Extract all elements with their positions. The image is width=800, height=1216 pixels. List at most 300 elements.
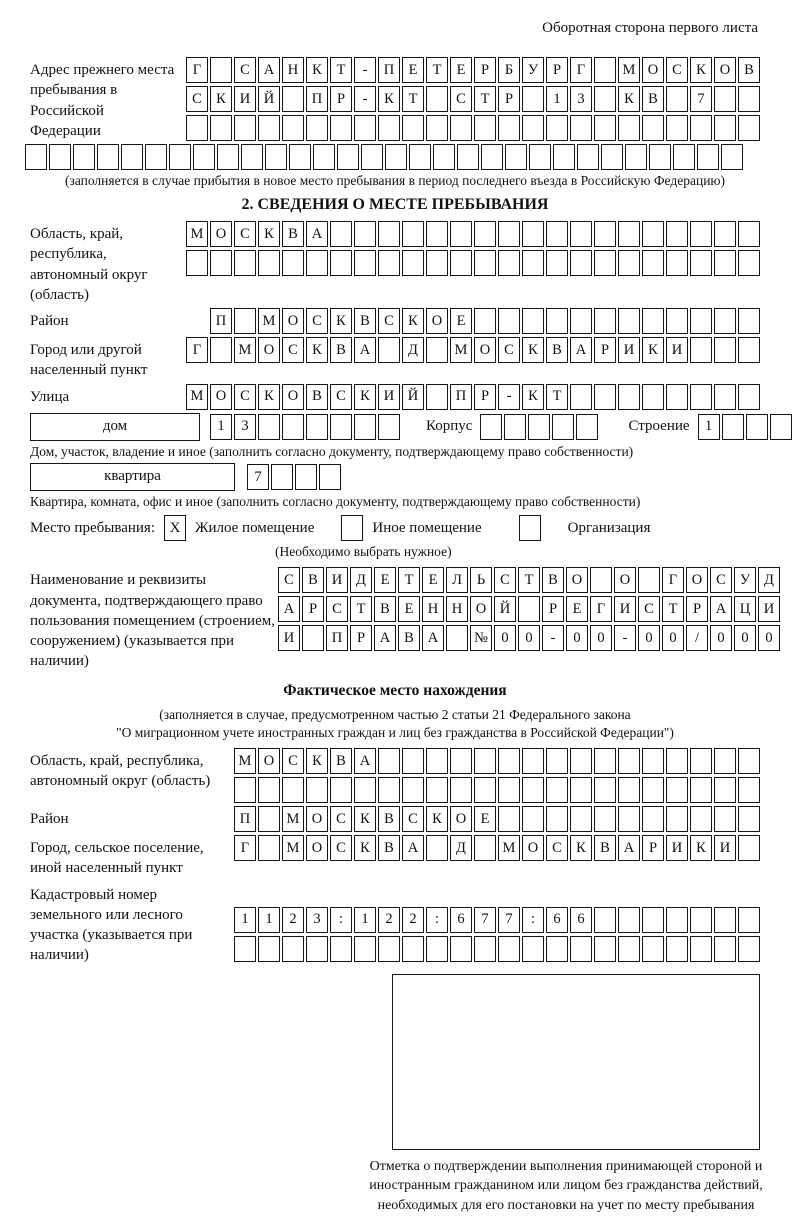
char-cell[interactable]: С xyxy=(330,835,352,861)
char-cell[interactable] xyxy=(234,115,256,141)
char-cell[interactable]: К xyxy=(522,337,544,363)
char-cell[interactable] xyxy=(594,806,616,832)
char-cell[interactable]: И xyxy=(666,835,688,861)
char-cell[interactable]: Г xyxy=(590,596,612,622)
char-cell[interactable]: Р xyxy=(542,596,564,622)
char-cell[interactable]: Е xyxy=(398,596,420,622)
char-cell[interactable] xyxy=(282,777,304,803)
char-cell[interactable] xyxy=(673,144,695,170)
char-cell[interactable]: П xyxy=(234,806,256,832)
char-cell[interactable] xyxy=(690,748,712,774)
char-cell[interactable]: 0 xyxy=(710,625,732,651)
char-cell[interactable]: 2 xyxy=(378,907,400,933)
char-cell[interactable]: Т xyxy=(518,567,540,593)
char-cell[interactable] xyxy=(450,250,472,276)
char-cell[interactable]: Й xyxy=(402,384,424,410)
char-cell[interactable] xyxy=(378,748,400,774)
char-cell[interactable] xyxy=(522,250,544,276)
char-cell[interactable]: 0 xyxy=(734,625,756,651)
char-cell[interactable]: К xyxy=(330,308,352,334)
char-cell[interactable] xyxy=(649,144,671,170)
char-cell[interactable] xyxy=(546,115,568,141)
char-cell[interactable]: П xyxy=(450,384,472,410)
char-cell[interactable]: 1 xyxy=(258,907,280,933)
char-cell[interactable]: - xyxy=(498,384,520,410)
char-cell[interactable] xyxy=(193,144,215,170)
char-cell[interactable] xyxy=(738,384,760,410)
char-cell[interactable] xyxy=(402,748,424,774)
char-cell[interactable] xyxy=(666,86,688,112)
char-cell[interactable] xyxy=(354,115,376,141)
char-cell[interactable] xyxy=(546,777,568,803)
char-cell[interactable]: И xyxy=(758,596,780,622)
char-cell[interactable] xyxy=(546,221,568,247)
char-cell[interactable]: К xyxy=(690,57,712,83)
char-cell[interactable] xyxy=(498,748,520,774)
char-cell[interactable] xyxy=(241,144,263,170)
char-cell[interactable]: П xyxy=(210,308,232,334)
char-cell[interactable]: Е xyxy=(422,567,444,593)
char-cell[interactable]: Р xyxy=(302,596,324,622)
char-cell[interactable] xyxy=(690,221,712,247)
char-cell[interactable]: К xyxy=(258,221,280,247)
char-cell[interactable] xyxy=(474,936,496,962)
char-cell[interactable] xyxy=(330,221,352,247)
char-cell[interactable] xyxy=(714,250,736,276)
char-cell[interactable]: / xyxy=(686,625,708,651)
char-cell[interactable] xyxy=(594,86,616,112)
char-cell[interactable]: С xyxy=(450,86,472,112)
char-cell[interactable]: Е xyxy=(450,308,472,334)
char-cell[interactable] xyxy=(570,748,592,774)
char-cell[interactable] xyxy=(738,250,760,276)
char-cell[interactable]: : xyxy=(522,907,544,933)
char-cell[interactable] xyxy=(282,250,304,276)
char-cell[interactable] xyxy=(289,144,311,170)
char-cell[interactable]: 7 xyxy=(247,464,269,490)
char-cell[interactable]: С xyxy=(402,806,424,832)
char-cell[interactable]: Й xyxy=(258,86,280,112)
char-cell[interactable] xyxy=(450,221,472,247)
char-cell[interactable] xyxy=(642,907,664,933)
char-cell[interactable]: О xyxy=(642,57,664,83)
char-cell[interactable]: Ц xyxy=(734,596,756,622)
char-cell[interactable]: Н xyxy=(446,596,468,622)
char-cell[interactable]: М xyxy=(450,337,472,363)
char-cell[interactable] xyxy=(618,250,640,276)
char-cell[interactable]: М xyxy=(258,308,280,334)
char-cell[interactable]: О xyxy=(450,806,472,832)
char-cell[interactable] xyxy=(282,115,304,141)
char-cell[interactable] xyxy=(690,806,712,832)
char-cell[interactable]: 6 xyxy=(570,907,592,933)
char-cell[interactable]: Р xyxy=(474,384,496,410)
char-cell[interactable] xyxy=(402,221,424,247)
char-cell[interactable] xyxy=(553,144,575,170)
char-cell[interactable] xyxy=(474,777,496,803)
char-cell[interactable] xyxy=(618,308,640,334)
char-cell[interactable]: С xyxy=(378,308,400,334)
char-cell[interactable]: Р xyxy=(498,86,520,112)
char-cell[interactable]: Т xyxy=(426,57,448,83)
char-cell[interactable]: А xyxy=(354,337,376,363)
char-cell[interactable]: - xyxy=(542,625,564,651)
char-cell[interactable] xyxy=(738,115,760,141)
char-cell[interactable]: Д xyxy=(450,835,472,861)
char-cell[interactable] xyxy=(642,777,664,803)
char-cell[interactable] xyxy=(570,936,592,962)
char-cell[interactable] xyxy=(522,86,544,112)
char-cell[interactable] xyxy=(642,384,664,410)
char-cell[interactable]: 0 xyxy=(758,625,780,651)
char-cell[interactable] xyxy=(590,567,612,593)
char-cell[interactable]: Е xyxy=(474,806,496,832)
char-cell[interactable] xyxy=(594,221,616,247)
char-cell[interactable]: К xyxy=(354,384,376,410)
char-cell[interactable]: И xyxy=(378,384,400,410)
char-cell[interactable] xyxy=(666,308,688,334)
char-cell[interactable]: О xyxy=(306,835,328,861)
char-cell[interactable]: Р xyxy=(330,86,352,112)
char-cell[interactable]: А xyxy=(618,835,640,861)
char-cell[interactable] xyxy=(426,115,448,141)
char-cell[interactable]: В xyxy=(738,57,760,83)
char-cell[interactable] xyxy=(385,144,407,170)
char-cell[interactable]: И xyxy=(278,625,300,651)
char-cell[interactable] xyxy=(690,337,712,363)
char-cell[interactable] xyxy=(546,308,568,334)
char-cell[interactable]: О xyxy=(566,567,588,593)
char-cell[interactable] xyxy=(690,777,712,803)
char-cell[interactable] xyxy=(666,806,688,832)
char-cell[interactable] xyxy=(522,777,544,803)
char-cell[interactable]: А xyxy=(354,748,376,774)
char-cell[interactable] xyxy=(302,625,324,651)
char-cell[interactable]: Р xyxy=(642,835,664,861)
char-cell[interactable]: О xyxy=(714,57,736,83)
char-cell[interactable]: С xyxy=(638,596,660,622)
char-cell[interactable]: С xyxy=(498,337,520,363)
char-cell[interactable] xyxy=(594,384,616,410)
char-cell[interactable] xyxy=(378,936,400,962)
char-cell[interactable] xyxy=(354,250,376,276)
char-cell[interactable] xyxy=(690,384,712,410)
char-cell[interactable]: С xyxy=(494,567,516,593)
char-cell[interactable] xyxy=(546,250,568,276)
char-cell[interactable] xyxy=(426,86,448,112)
char-cell[interactable]: О xyxy=(282,384,304,410)
char-cell[interactable] xyxy=(330,250,352,276)
char-cell[interactable]: Н xyxy=(282,57,304,83)
char-cell[interactable]: И xyxy=(326,567,348,593)
char-cell[interactable]: Т xyxy=(402,86,424,112)
char-cell[interactable]: Т xyxy=(546,384,568,410)
char-cell[interactable] xyxy=(354,936,376,962)
char-cell[interactable]: Ь xyxy=(470,567,492,593)
char-cell[interactable] xyxy=(354,414,376,440)
char-cell[interactable]: 0 xyxy=(566,625,588,651)
char-cell[interactable] xyxy=(25,144,47,170)
char-cell[interactable]: К xyxy=(354,835,376,861)
char-cell[interactable]: 2 xyxy=(282,907,304,933)
char-cell[interactable]: В xyxy=(642,86,664,112)
char-cell[interactable]: К xyxy=(426,806,448,832)
char-cell[interactable] xyxy=(570,250,592,276)
char-cell[interactable] xyxy=(378,250,400,276)
char-cell[interactable]: К xyxy=(210,86,232,112)
char-cell[interactable]: О xyxy=(426,308,448,334)
char-cell[interactable]: Т xyxy=(350,596,372,622)
char-cell[interactable]: Б xyxy=(498,57,520,83)
char-cell[interactable] xyxy=(258,777,280,803)
char-cell[interactable]: У xyxy=(522,57,544,83)
char-cell[interactable] xyxy=(402,777,424,803)
char-cell[interactable] xyxy=(642,115,664,141)
char-cell[interactable] xyxy=(522,308,544,334)
char-cell[interactable] xyxy=(618,748,640,774)
char-cell[interactable]: Р xyxy=(686,596,708,622)
char-cell[interactable] xyxy=(121,144,143,170)
char-cell[interactable] xyxy=(722,414,744,440)
char-cell[interactable]: П xyxy=(326,625,348,651)
char-cell[interactable] xyxy=(378,115,400,141)
checkbox-inoe[interactable] xyxy=(341,515,363,541)
char-cell[interactable] xyxy=(528,414,550,440)
checkbox-zhiloe[interactable]: X xyxy=(164,515,186,541)
char-cell[interactable]: И xyxy=(714,835,736,861)
char-cell[interactable] xyxy=(234,777,256,803)
char-cell[interactable] xyxy=(666,221,688,247)
char-cell[interactable] xyxy=(714,806,736,832)
char-cell[interactable] xyxy=(378,221,400,247)
char-cell[interactable] xyxy=(258,250,280,276)
char-cell[interactable] xyxy=(714,221,736,247)
char-cell[interactable] xyxy=(234,308,256,334)
char-cell[interactable] xyxy=(594,777,616,803)
char-cell[interactable]: О xyxy=(258,748,280,774)
char-cell[interactable] xyxy=(474,115,496,141)
char-cell[interactable] xyxy=(73,144,95,170)
char-cell[interactable] xyxy=(498,308,520,334)
char-cell[interactable]: К xyxy=(306,57,328,83)
char-cell[interactable]: Г xyxy=(186,57,208,83)
char-cell[interactable] xyxy=(450,936,472,962)
char-cell[interactable] xyxy=(426,337,448,363)
char-cell[interactable] xyxy=(330,777,352,803)
char-cell[interactable] xyxy=(480,414,502,440)
char-cell[interactable] xyxy=(738,777,760,803)
char-cell[interactable] xyxy=(426,936,448,962)
char-cell[interactable] xyxy=(738,748,760,774)
char-cell[interactable] xyxy=(330,115,352,141)
char-cell[interactable]: И xyxy=(666,337,688,363)
char-cell[interactable]: 6 xyxy=(450,907,472,933)
char-cell[interactable] xyxy=(265,144,287,170)
char-cell[interactable]: К xyxy=(258,384,280,410)
char-cell[interactable] xyxy=(426,250,448,276)
char-cell[interactable]: О xyxy=(210,384,232,410)
char-cell[interactable]: В xyxy=(330,337,352,363)
char-cell[interactable]: В xyxy=(542,567,564,593)
char-cell[interactable] xyxy=(258,835,280,861)
char-cell[interactable]: Е xyxy=(402,57,424,83)
char-cell[interactable] xyxy=(271,464,293,490)
char-cell[interactable]: Т xyxy=(398,567,420,593)
char-cell[interactable]: С xyxy=(234,221,256,247)
char-cell[interactable]: О xyxy=(210,221,232,247)
char-cell[interactable]: - xyxy=(354,57,376,83)
char-cell[interactable] xyxy=(258,115,280,141)
char-cell[interactable] xyxy=(378,777,400,803)
char-cell[interactable] xyxy=(450,748,472,774)
char-cell[interactable]: В xyxy=(546,337,568,363)
char-cell[interactable]: 1 xyxy=(354,907,376,933)
char-cell[interactable] xyxy=(330,936,352,962)
char-cell[interactable] xyxy=(522,806,544,832)
char-cell[interactable] xyxy=(210,337,232,363)
char-cell[interactable]: Д xyxy=(350,567,372,593)
char-cell[interactable] xyxy=(666,907,688,933)
char-cell[interactable]: С xyxy=(234,384,256,410)
char-cell[interactable]: Г xyxy=(570,57,592,83)
char-cell[interactable] xyxy=(638,567,660,593)
char-cell[interactable]: : xyxy=(426,907,448,933)
char-cell[interactable]: С xyxy=(330,806,352,832)
char-cell[interactable] xyxy=(306,250,328,276)
char-cell[interactable]: П xyxy=(306,86,328,112)
char-cell[interactable]: - xyxy=(354,86,376,112)
char-cell[interactable] xyxy=(642,936,664,962)
char-cell[interactable]: С xyxy=(306,308,328,334)
char-cell[interactable] xyxy=(498,250,520,276)
char-cell[interactable]: В xyxy=(306,384,328,410)
char-cell[interactable] xyxy=(738,907,760,933)
char-cell[interactable] xyxy=(505,144,527,170)
char-cell[interactable] xyxy=(642,221,664,247)
char-cell[interactable] xyxy=(714,337,736,363)
char-cell[interactable] xyxy=(481,144,503,170)
char-cell[interactable] xyxy=(426,748,448,774)
char-cell[interactable] xyxy=(738,221,760,247)
char-cell[interactable]: А xyxy=(422,625,444,651)
char-cell[interactable]: А xyxy=(570,337,592,363)
char-cell[interactable] xyxy=(306,936,328,962)
char-cell[interactable] xyxy=(457,144,479,170)
char-cell[interactable] xyxy=(746,414,768,440)
char-cell[interactable] xyxy=(714,907,736,933)
char-cell[interactable]: Д xyxy=(402,337,424,363)
char-cell[interactable]: К xyxy=(570,835,592,861)
char-cell[interactable] xyxy=(570,384,592,410)
char-cell[interactable] xyxy=(714,936,736,962)
char-cell[interactable] xyxy=(402,936,424,962)
char-cell[interactable]: П xyxy=(378,57,400,83)
char-cell[interactable]: О xyxy=(306,806,328,832)
char-cell[interactable]: М xyxy=(282,835,304,861)
char-cell[interactable] xyxy=(618,907,640,933)
char-cell[interactable]: В xyxy=(398,625,420,651)
char-cell[interactable] xyxy=(594,250,616,276)
char-cell[interactable] xyxy=(594,936,616,962)
char-cell[interactable] xyxy=(642,806,664,832)
char-cell[interactable] xyxy=(738,835,760,861)
char-cell[interactable]: В xyxy=(302,567,324,593)
char-cell[interactable] xyxy=(282,936,304,962)
char-cell[interactable] xyxy=(522,936,544,962)
char-cell[interactable]: К xyxy=(402,308,424,334)
char-cell[interactable]: Е xyxy=(566,596,588,622)
char-cell[interactable] xyxy=(714,748,736,774)
char-cell[interactable] xyxy=(738,308,760,334)
char-cell[interactable] xyxy=(433,144,455,170)
char-cell[interactable] xyxy=(354,221,376,247)
char-cell[interactable]: В xyxy=(378,806,400,832)
char-cell[interactable] xyxy=(721,144,743,170)
char-cell[interactable]: 1 xyxy=(234,907,256,933)
char-cell[interactable] xyxy=(319,464,341,490)
char-cell[interactable] xyxy=(306,115,328,141)
char-cell[interactable]: 0 xyxy=(638,625,660,651)
char-cell[interactable] xyxy=(446,625,468,651)
char-cell[interactable]: О xyxy=(282,308,304,334)
char-cell[interactable] xyxy=(714,86,736,112)
char-cell[interactable] xyxy=(522,748,544,774)
char-cell[interactable] xyxy=(313,144,335,170)
char-cell[interactable] xyxy=(210,57,232,83)
char-cell[interactable]: М xyxy=(186,221,208,247)
char-cell[interactable] xyxy=(234,250,256,276)
char-cell[interactable]: 0 xyxy=(590,625,612,651)
char-cell[interactable] xyxy=(594,748,616,774)
char-cell[interactable]: 2 xyxy=(402,907,424,933)
char-cell[interactable] xyxy=(474,308,496,334)
char-cell[interactable]: Г xyxy=(186,337,208,363)
char-cell[interactable] xyxy=(714,384,736,410)
char-cell[interactable]: И xyxy=(234,86,256,112)
char-cell[interactable]: Р xyxy=(474,57,496,83)
char-cell[interactable] xyxy=(518,596,540,622)
char-cell[interactable]: А xyxy=(374,625,396,651)
char-cell[interactable] xyxy=(601,144,623,170)
char-cell[interactable]: 3 xyxy=(570,86,592,112)
char-cell[interactable] xyxy=(738,337,760,363)
char-cell[interactable] xyxy=(714,308,736,334)
char-cell[interactable] xyxy=(258,806,280,832)
char-cell[interactable] xyxy=(450,115,472,141)
char-cell[interactable] xyxy=(666,384,688,410)
char-cell[interactable]: С xyxy=(282,748,304,774)
char-cell[interactable] xyxy=(594,115,616,141)
char-cell[interactable] xyxy=(522,115,544,141)
char-cell[interactable] xyxy=(426,384,448,410)
char-cell[interactable]: Д xyxy=(758,567,780,593)
char-cell[interactable]: 7 xyxy=(474,907,496,933)
char-cell[interactable]: М xyxy=(618,57,640,83)
char-cell[interactable] xyxy=(145,144,167,170)
char-cell[interactable] xyxy=(666,115,688,141)
char-cell[interactable] xyxy=(378,414,400,440)
char-cell[interactable] xyxy=(546,936,568,962)
char-cell[interactable]: С xyxy=(282,337,304,363)
char-cell[interactable]: А xyxy=(306,221,328,247)
char-cell[interactable] xyxy=(504,414,526,440)
char-cell[interactable] xyxy=(282,414,304,440)
char-cell[interactable] xyxy=(258,414,280,440)
char-cell[interactable] xyxy=(594,308,616,334)
char-cell[interactable]: М xyxy=(282,806,304,832)
char-cell[interactable]: С xyxy=(546,835,568,861)
char-cell[interactable] xyxy=(498,777,520,803)
